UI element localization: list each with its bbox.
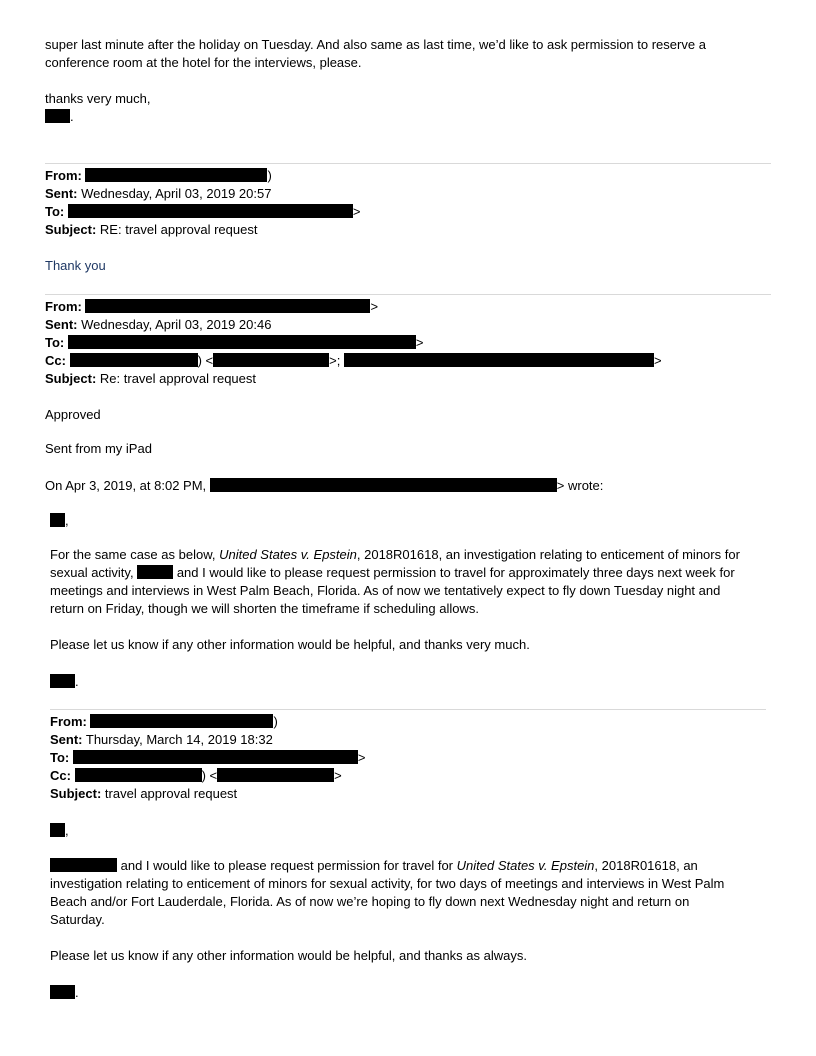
intro-line-1: super last minute after the holiday on Tuesday. And also same as last time, we’d like to ask permission to reserve a xyxy=(45,37,706,52)
email2-p1-line1: For the same case as below, United States v. Epstein, 2018R01618, an investigation relating to enticement of minors for xyxy=(50,547,740,562)
redaction xyxy=(50,674,75,688)
redaction xyxy=(50,823,65,837)
redaction xyxy=(85,168,267,182)
email3-p1-line4: Saturday. xyxy=(50,912,105,927)
email3-p1-line2: investigation relating to enticement of minors for sexual activity, for two days of meetings and interviews in West Palm xyxy=(50,876,725,891)
redaction xyxy=(45,109,70,123)
email2-body: Approved xyxy=(45,407,101,422)
divider xyxy=(45,294,771,295)
email2-signature: Sent from my iPad xyxy=(45,441,152,456)
redaction xyxy=(68,335,416,349)
email3-from: From: ) xyxy=(50,714,278,729)
email2-greeting: , xyxy=(50,512,69,530)
redaction xyxy=(137,565,173,579)
redaction xyxy=(50,985,75,999)
redaction xyxy=(50,513,65,527)
redaction xyxy=(68,204,353,218)
email2-from: From: > xyxy=(45,299,379,314)
email1-to: To: > xyxy=(45,204,361,219)
email2-to: To: > xyxy=(45,335,424,350)
email1-subject: Subject: RE: travel approval request xyxy=(45,222,258,237)
email3-greeting: , xyxy=(50,822,69,840)
divider xyxy=(45,163,771,164)
intro-line-2: conference room at the hotel for the interviews, please. xyxy=(45,55,362,70)
intro-signature: . xyxy=(45,108,74,126)
redaction xyxy=(50,858,117,872)
email3-sent: Sent: Thursday, March 14, 2019 18:32 xyxy=(50,732,273,747)
email3-subject: Subject: travel approval request xyxy=(50,786,238,801)
redaction xyxy=(217,768,334,782)
email2-quote-intro: On Apr 3, 2019, at 8:02 PM, > wrote: xyxy=(45,478,604,493)
email2-p1-line2: sexual activity, and I would like to please request permission to travel for approximately three days next week for xyxy=(50,565,735,580)
email2-p1-line4: return on Friday, though we will shorten the timeframe if scheduling allows. xyxy=(50,601,479,616)
email3-to: To: > xyxy=(50,750,366,765)
redaction xyxy=(213,353,329,367)
redaction xyxy=(90,714,273,728)
divider xyxy=(50,709,766,710)
email2-sent: Sent: Wednesday, April 03, 2019 20:46 xyxy=(45,317,272,332)
email2-p2: Please let us know if any other information would be helpful, and thanks very much. xyxy=(50,637,530,652)
redaction xyxy=(75,768,202,782)
email1-from: From: ) xyxy=(45,168,272,183)
redaction xyxy=(210,478,557,492)
email2-sign: . xyxy=(50,673,79,691)
email3-p1-line1: and I would like to please request permission for travel for United States v. Epstein, 2018R01618, an xyxy=(50,857,698,875)
redaction xyxy=(70,353,198,367)
email2-subject: Subject: Re: travel approval request xyxy=(45,371,257,386)
redaction xyxy=(344,353,654,367)
intro-closing: thanks very much, xyxy=(45,91,151,106)
email1-body: Thank you xyxy=(45,258,106,273)
redaction xyxy=(85,299,370,313)
email2-cc: Cc: ) < >; > xyxy=(45,353,662,368)
email2-p1-line3: meetings and interviews in West Palm Beach, Florida. As of now we tentatively expect to fly down Tuesday night and xyxy=(50,583,721,598)
email3-p1-line3: Beach and/or Fort Lauderdale, Florida. As of now we’re hoping to fly down next Wednesday night and return on xyxy=(50,894,690,909)
email3-p2: Please let us know if any other information would be helpful, and thanks as always. xyxy=(50,948,527,963)
email3-sign: . xyxy=(50,984,79,1002)
email3-cc: Cc: ) < > xyxy=(50,768,342,783)
email1-sent: Sent: Wednesday, April 03, 2019 20:57 xyxy=(45,186,272,201)
redaction xyxy=(73,750,358,764)
